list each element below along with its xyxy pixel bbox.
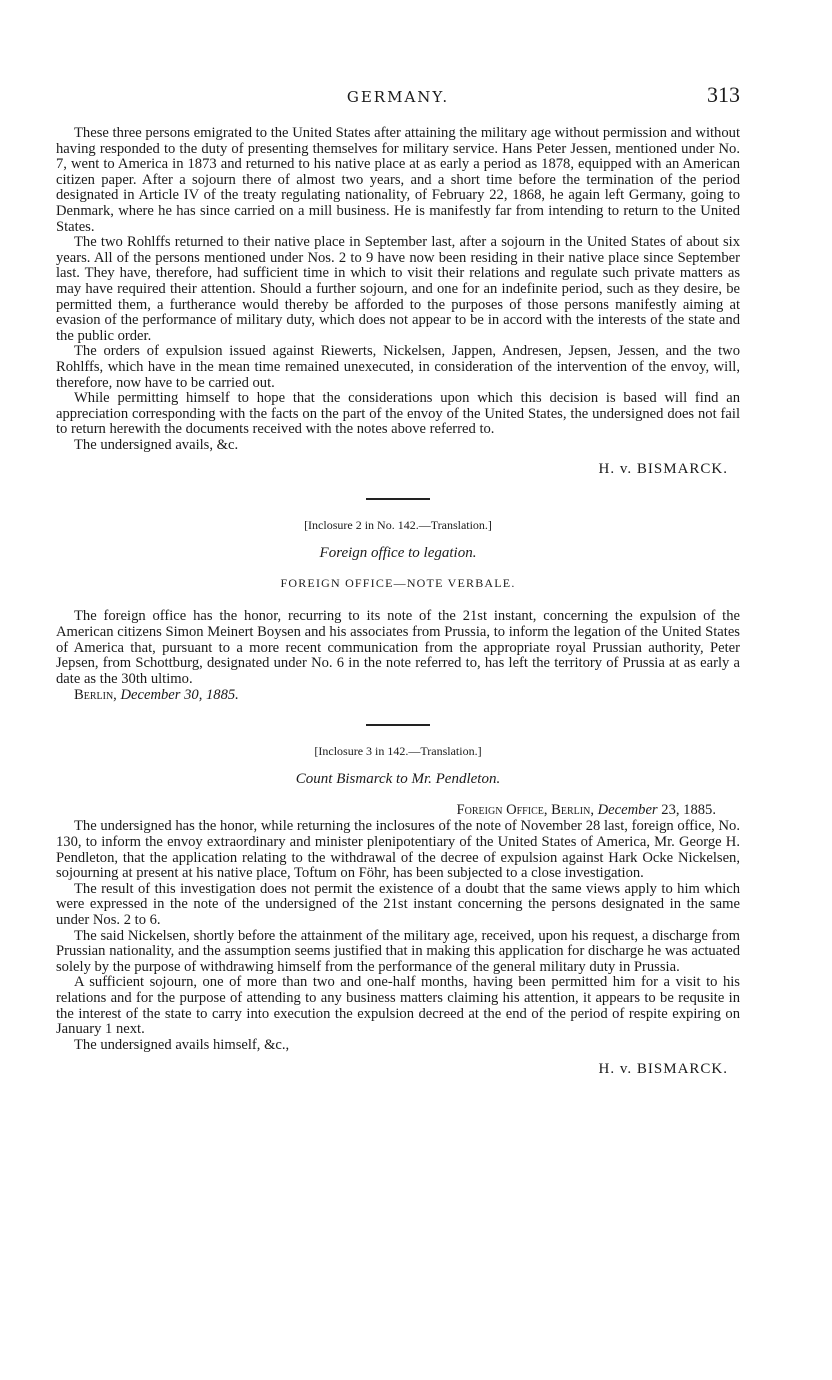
signature: H. v. BISMARCK. — [598, 1061, 728, 1078]
date-line — [56, 687, 740, 704]
date-rest: 23, 1885. — [661, 802, 716, 819]
date-value: December 30, 1885. — [120, 687, 239, 704]
letter-1 — [56, 126, 740, 478]
date-place: Foreign Office, Berlin, — [456, 802, 594, 819]
paragraph: The undersigned avails himself, &c., — [74, 1036, 290, 1053]
inclosure-3 — [56, 744, 740, 1078]
date-month: December — [597, 802, 658, 819]
running-title: GERMANY. — [346, 88, 450, 106]
paragraph: The foreign office has the honor, recurring to its note of the 21st instant, concerning the expulsion of the American citizens Simon Meinert Boysen and his associates from Prussia, to inform the legation of the United States of America that, pursuant to a more recent communication from the appropriate royal Prussian authority, Peter Jepsen, from Schottburg, designated under No. 6 in the note referred to, has left the territory of Prussia at as early a date as the 30th ultimo. — [56, 608, 740, 687]
section-divider — [366, 724, 430, 726]
paragraph: These three persons emigrated to the United States after attaining the military age without permission and without having responded to the duty of presenting themselves for military service. Hans Peter Jessen, mentioned under No. 7, went to America in 1873 and returned to his native place at as early a period as 1878, equipped with an American citizen paper. After a sojourn there of almost two years, and a short time before the termination of the period designated in Article IV of the treaty regulating nationality, of February 22, 1868, he again left Germany, going to Denmark, where he has since carried on a mill business. He is manifestly far from intending to return to the United States. — [56, 125, 740, 235]
date-place: Berlin, — [74, 687, 117, 704]
inclosure-2 — [56, 518, 740, 704]
inclosure-subtitle: Foreign office to legation. — [319, 545, 477, 562]
paragraph: The two Rohlffs returned to their native place in September last, after a sojourn in the United States of about six years. All of the persons mentioned under Nos. 2 to 9 have now been residing in their native place since September last. They have, therefore, had sufficient time in which to visit their relations and regulate such private matters as may have required their attention. Should a further sojourn, and one for an indefinite period, such as they desire, be permitted them, a furtherance would thereby be afforded to the purposes of those persons manifestly aiming at evasion of the performance of military duty, which does not appear to be in accord with the interests of the state and the public order. — [56, 234, 740, 344]
signature: H. v. BISMARCK. — [598, 461, 728, 478]
paragraph: The undersigned avails, &c. — [74, 436, 239, 453]
section-divider — [366, 498, 430, 500]
paragraph: While permitting himself to hope that the considerations upon which this decision is based will find an appreciation corresponding with the facts on the part of the envoy of the United States, the undersigned does not fail to return herewith the documents received with the notes above referred to. — [56, 390, 740, 438]
document-body — [56, 126, 740, 1078]
paragraph: The said Nickelsen, shortly before the attainment of the military age, received, upon his request, a discharge from Prussian nationality, and the assumption seems justified that in making this application for discharge he was actuated solely by the purpose of withdrawing himself from the performance of the general military duty in Prussia. — [56, 927, 740, 975]
note-heading: FOREIGN OFFICE—NOTE VERBALE. — [280, 576, 516, 591]
page-header — [56, 82, 740, 112]
date-line — [56, 802, 716, 819]
inclosure-caption: [Inclosure 2 in No. 142.—Translation.] — [304, 518, 492, 533]
paragraph: The result of this investigation does not permit the existence of a doubt that the same views apply to him which were expressed in the note of the undersigned of the 21st instant concerning the persons designated in the same under Nos. 2 to 6. — [56, 880, 740, 928]
inclosure-subtitle: Count Bismarck to Mr. Pendleton. — [295, 771, 501, 788]
paragraph: The orders of expulsion issued against Riewerts, Nickelsen, Jappen, Andresen, Jepsen, Jessen, and the two Rohlffs, which have in the mean time remained unexecuted, in consideration of the intervention of the envoy, will, therefore, now have to be carried out. — [56, 343, 740, 391]
page-number: 313 — [707, 82, 740, 107]
paragraph: The undersigned has the honor, while returning the inclosures of the note of November 28 last, foreign office, No. 130, to inform the envoy extraordinary and minister plenipotentiary of the United States of America, Mr. George H. Pendleton, that the application relating to the withdrawal of the decree of expulsion against Hark Ocke Nickelsen, sojourning at present at his native place, Toftum on Föhr, has been subjected to a close investigation. — [56, 818, 740, 882]
inclosure-caption: [Inclosure 3 in 142.—Translation.] — [314, 744, 482, 759]
paragraph: A sufficient sojourn, one of more than two and one-half months, having been permitted him for a visit to his relations and for the purpose of attending to any business matters claiming his attention, it appears to be requsite in the interest of the state to carry into execution the expulsion decreed at the end of the period of respite expiring on January 1 next. — [56, 974, 740, 1038]
